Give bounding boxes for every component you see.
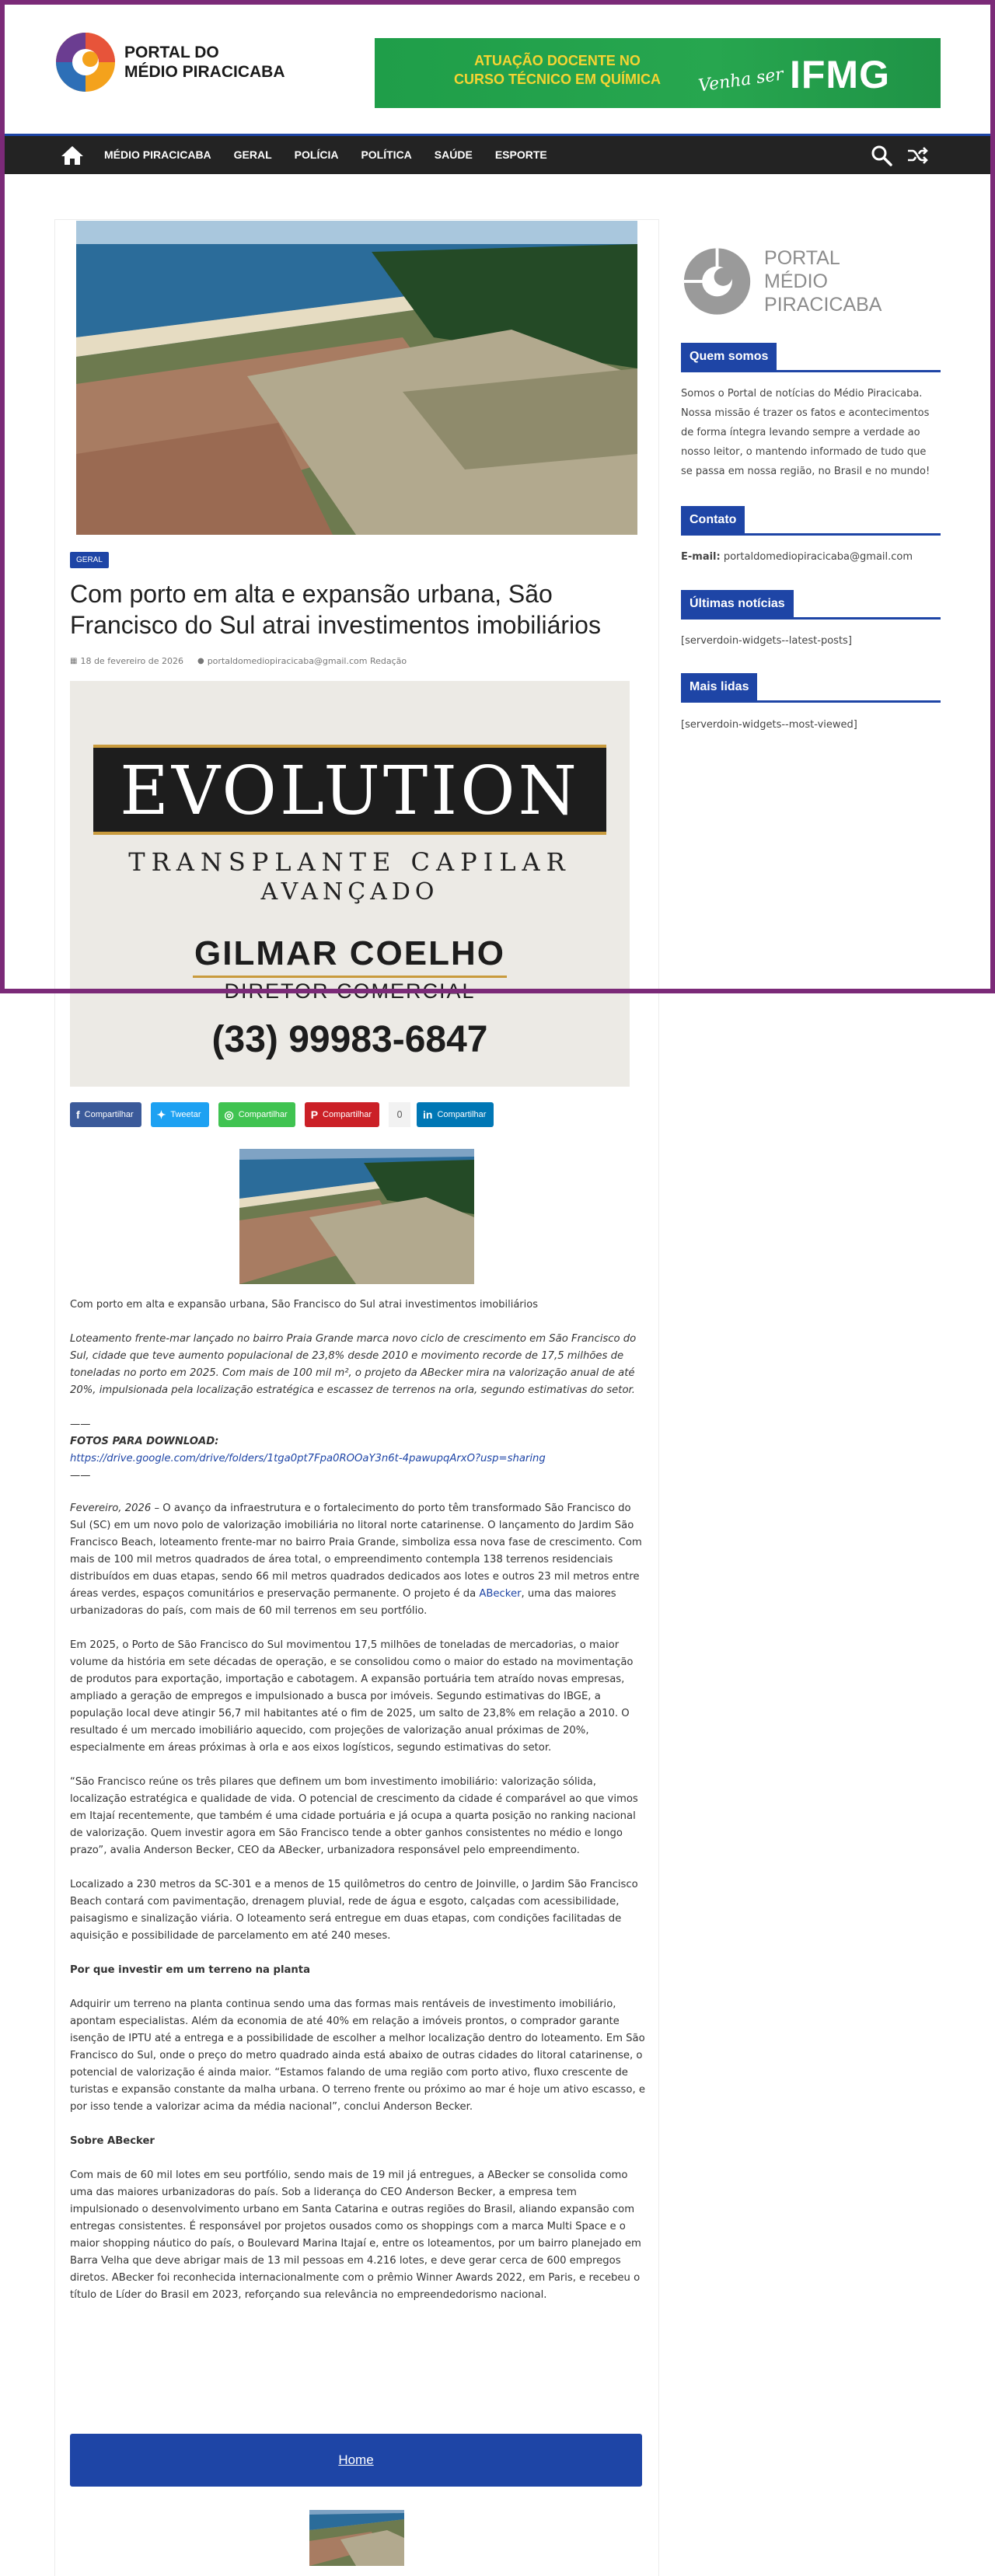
evolution-logo-bar — [93, 745, 606, 835]
linkedin-share-label: Compartilhar — [437, 1110, 487, 1119]
nav-item-saude[interactable]: SAÚDE — [434, 148, 473, 161]
article-paragraph-1 — [70, 1500, 645, 1620]
photos-download-label: FOTOS PARA DOWNLOAD: — [70, 1436, 219, 1447]
logo-line-2: MÉDIO PIRACICABA — [124, 63, 285, 81]
widget-contato-body — [681, 547, 941, 567]
widget-quem-somos-text: Somos o Portal de notícias do Médio Piracicaba. Nossa missão é trazer os fatos e acontecimentos de forma íntegra levando sempre a verdade ao nosso leitor, o mantendo informado de tudo que se passa em nossa região, no Brasil e no mundo! — [681, 388, 930, 477]
paragraph-1-text-a: – O avanço da infraestrutura e o fortalecimento do porto têm transformado São Francisco do Sul (SC) em um novo polo de valorização imobiliária no litoral norte catarinense. O lançamento do Jardim São Francisco Beach, loteamento frente-mar no bairro Praia Grande, simboliza essa nova fase de crescimento. Com mais de 100 mil metros quadrados de área total, o empreendimento contempla 138 terrenos residenciais distribuídos em duas etapas, sendo 66 mil metros quadrados dedicados aos lotes e outros 23 mil metros entre áreas verdes, espaços comunitários e preservação permanente. O projeto é da — [70, 1503, 642, 1600]
sidebar-logo-text — [764, 246, 945, 316]
ad-line-2: CURSO TÉCNICO EM QUÍMICA — [453, 72, 661, 87]
ad-line-1: ATUAÇÃO DOCENTE NO — [474, 53, 641, 68]
evolution-subtitle-1: TRANSPLANTE CAPILAR — [128, 847, 571, 877]
evolution-subtitle-2: AVANÇADO — [260, 878, 439, 906]
nav-item-medio-piracicaba[interactable]: MÉDIO PIRACICABA — [104, 148, 211, 161]
random-post-icon[interactable] — [906, 145, 928, 166]
related-post-thumbnail[interactable] — [309, 2510, 404, 2566]
logo-mark-icon — [53, 30, 118, 95]
whatsapp-icon: ◎ — [224, 1108, 234, 1121]
evolution-contact-role: DIRETOR COMERCIAL — [224, 979, 476, 1003]
widget-contato-title: Contato — [681, 506, 745, 533]
pinterest-share-label: Compartilhar — [323, 1110, 372, 1119]
twitter-share-button[interactable] — [151, 1102, 209, 1127]
email-label: E-mail: — [681, 551, 721, 563]
widget-quem-somos-header — [681, 343, 941, 372]
article-paragraph-4: Localizado a 230 metros da SC-301 e a menos de 15 quilômetros do centro de Joinville, o Jardim São Francisco Beach contará com pavimentação, drenagem pluvial, rede de água e esgoto, calçadas com acessibilidade, paisagismo e sinalização viária. O loteamento será entregue em duas etapas, com condições facilitadas de aquisição e possibilidade de parcelamento em até 240 meses. — [70, 1879, 638, 1942]
whatsapp-share-button[interactable] — [218, 1102, 295, 1127]
article-inline-image[interactable] — [239, 1149, 474, 1284]
search-icon[interactable] — [871, 145, 892, 166]
share-bar — [70, 1102, 503, 1127]
site-header — [0, 0, 995, 134]
download-block — [70, 1416, 645, 1485]
article-paragraph-3: “São Francisco reúne os três pilares que definem um bom investimento imobiliário: valorização sólida, localização estratégica e qualidade de vida. O potencial de crescimento da cidade é comparável ao que vimos em Itajaí recentemente, que também é uma cidade portuária e já ocupa a quarta posição no ranking nacional de valorização. Quem investir agora em São Francisco tende a obter ganhos consistentes no médio e longo prazo”, avalia Anderson Becker, CEO da ABecker, urbanizadora responsável pelo empreendimento. — [70, 1776, 638, 1856]
evolution-brand: EVOLUTION — [120, 752, 580, 830]
linkedin-share-button[interactable] — [417, 1102, 494, 1127]
nav-menu — [104, 136, 570, 174]
nav-item-geral[interactable]: GERAL — [233, 148, 272, 161]
separator-1: —— — [70, 1419, 91, 1430]
post-title: Com porto em alta e expansão urbana, São Francisco do Sul atrai investimentos imobiliários — [70, 580, 601, 639]
widget-mais-lidas-text: [serverdoin-widgets--most-viewed] — [681, 719, 857, 731]
article-subheading-1: Por que investir em um terreno na planta — [70, 1964, 310, 1976]
whatsapp-share-label: Compartilhar — [238, 1110, 288, 1119]
sidebar-logo[interactable] — [681, 243, 945, 320]
site-logo[interactable] — [53, 30, 285, 95]
image-caption: Com porto em alta e expansão urbana, São Francisco do Sul atrai investimentos imobiliários — [70, 1299, 538, 1311]
paragraph-1-text-b: , uma das maiores urbanizadoras do país, com mais de 60 mil terrenos em seu portfólio. — [70, 1588, 616, 1617]
linkedin-icon: in — [423, 1108, 433, 1121]
widget-mais-lidas-header — [681, 673, 941, 703]
widget-mais-lidas-title: Mais lidas — [681, 673, 757, 700]
evolution-contact-name: GILMAR COELHO — [194, 934, 505, 972]
abecker-link[interactable]: ABecker — [479, 1588, 522, 1600]
post-date[interactable]: 18 de fevereiro de 2026 — [80, 656, 183, 666]
post-meta — [70, 656, 410, 666]
article-body — [70, 1331, 645, 2321]
paragraph-date: Fevereiro, 2026 — [70, 1503, 152, 1514]
facebook-icon: f — [76, 1108, 80, 1121]
pinterest-icon: P — [310, 1108, 319, 1121]
twitter-share-label: Tweetar — [170, 1110, 201, 1119]
sidebar-logo-line-2: MÉDIO PIRACICABA — [764, 271, 882, 316]
calendar-icon: ▦ — [70, 657, 78, 665]
sidebar-logo-line-1: PORTAL — [764, 247, 840, 269]
widget-ultimas-text: [serverdoin-widgets--latest-posts] — [681, 635, 852, 647]
article-paragraph-6: Com mais de 60 mil lotes em seu portfólio, sendo mais de 19 mil já entregues, a ABecker se consolida como uma das maiores urbanizadoras do país. Sob a liderança do CEO Anderson Becker, a empresa tem impulsionado o desenvolvimento urbano em Santa Catarina e outras regiões do Brasil, aliando expansão com entregas consistentes. É responsável por projetos ousados como os shoppings com a marca Multi Space e o maior shopping náutico do país, o Boulevard Marina Itajaí e, entre os loteamentos, por um bairro planejado em Barra Velha que deve abrigar mais de 13 mil pessoas em 4.216 lotes, e deve gerar cerca de 600 empregos diretos. ABecker foi reconhecida internacionalmente com o prêmio Winner Awards 2022, em Paris, e recebeu o título de Líder do Brasil em 2023, reforçando sua relevância no empreendedorismo nacional. — [70, 2169, 641, 2301]
article-subheading-2: Sobre ABecker — [70, 2135, 155, 2147]
facebook-share-label: Compartilhar — [84, 1110, 134, 1119]
widget-ultimas-title: Últimas notícias — [681, 590, 794, 617]
twitter-icon: ✦ — [156, 1108, 166, 1121]
ad-venha-text: Venha ser — [696, 65, 785, 96]
post-author[interactable]: portaldomediopiracicaba@gmail.com Redação — [207, 656, 407, 666]
separator-2: —— — [70, 1470, 91, 1482]
user-icon: ● — [197, 657, 204, 665]
article-paragraph-2: Em 2025, o Porto de São Francisco do Sul movimentou 17,5 milhões de toneladas de mercadorias, o maior volume da história em sete décadas de operação, e se consolidou como o maior do estado na movimentação de produtos para exportação, importação e cabotagem. A expansão portuária tem atraído novas empresas, ampliado a geração de empregos e impulsionado a busca por imóveis. Segundo estimativas do IBGE, a população local deve atingir 56,7 mil habitantes até o fim de 2025, um salto de 23,8% em relação a 2010. O resultado é um mercado imobiliário aquecido, com projeções de valorização anual próximas de 20%, especialmente em áreas próximas à orla e aos eixos logísticos, segundo estimativas do setor. — [70, 1639, 634, 1754]
evolution-ad[interactable] — [70, 681, 630, 1087]
email-value[interactable]: portaldomediopiracicaba@gmail.com — [720, 551, 913, 563]
widget-quem-somos-title: Quem somos — [681, 343, 777, 370]
home-icon[interactable] — [61, 145, 84, 166]
home-button[interactable]: Home — [70, 2434, 642, 2487]
main-navigation — [5, 134, 990, 174]
photos-download-link[interactable]: https://drive.google.com/drive/folders/1tga0pt7Fpa0ROOaY3n6t-4pawupqArxO?usp=sharing — [70, 1453, 546, 1464]
nav-item-policia[interactable]: POLÍCIA — [294, 148, 339, 161]
site-logo-text — [124, 43, 285, 82]
widget-ultimas-header — [681, 590, 941, 620]
widget-contato-header — [681, 506, 941, 536]
header-ad-banner[interactable] — [375, 38, 941, 108]
sidebar-logo-mark-icon — [681, 244, 753, 319]
pinterest-share-button[interactable] — [305, 1102, 379, 1127]
nav-item-esporte[interactable]: ESPORTE — [494, 148, 547, 161]
pinterest-share-count: 0 — [389, 1102, 410, 1127]
ad-brand: IFMG — [790, 53, 890, 96]
article-lede: Loteamento frente-mar lançado no bairro Praia Grande marca novo ciclo de crescimento em São Francisco do Sul, cidade que teve aumento populacional de 23,8% desde 2010 e movimento recorde de 17,5 milhões de toneladas no porto em 2025. Com mais de 100 mil m², o projeto da ABecker mira na valorização anual de até 20%, impulsionada pela localização estratégica e escassez de terrenos na orla, segundo estimativas do setor. — [70, 1333, 637, 1396]
hero-image[interactable] — [76, 221, 637, 535]
logo-line-1: PORTAL DO — [124, 44, 219, 61]
nav-item-politica[interactable]: POLÍTICA — [361, 148, 412, 161]
facebook-share-button[interactable] — [70, 1102, 141, 1127]
evolution-phone: (33) 99983-6847 — [211, 1019, 488, 1060]
category-badge[interactable]: GERAL — [70, 552, 109, 568]
article-paragraph-5: Adquirir um terreno na planta continua sendo uma das formas mais rentáveis de investimento imobiliário, apontam especialistas. Além da economia de até 40% em relação a imóveis prontos, o comprador garante isenção de IPTU até a entrega e a possibilidade de escolher a melhor localização dentro do loteamento. Em São Francisco do Sul, onde o preço do metro quadrado ainda está abaixo de outras cidades do litoral catarinense, o potencial de valorização é ainda maior. “Estamos falando de uma região com porto ativo, fluxo crescente de turistas e expansão constante da malha urbana. O terreno frente ou próximo ao mar é hoje um ativo escasso, e por isso tende a valorizar acima da média nacional”, conclui Anderson Becker. — [70, 1998, 645, 2113]
evolution-divider — [193, 976, 507, 978]
